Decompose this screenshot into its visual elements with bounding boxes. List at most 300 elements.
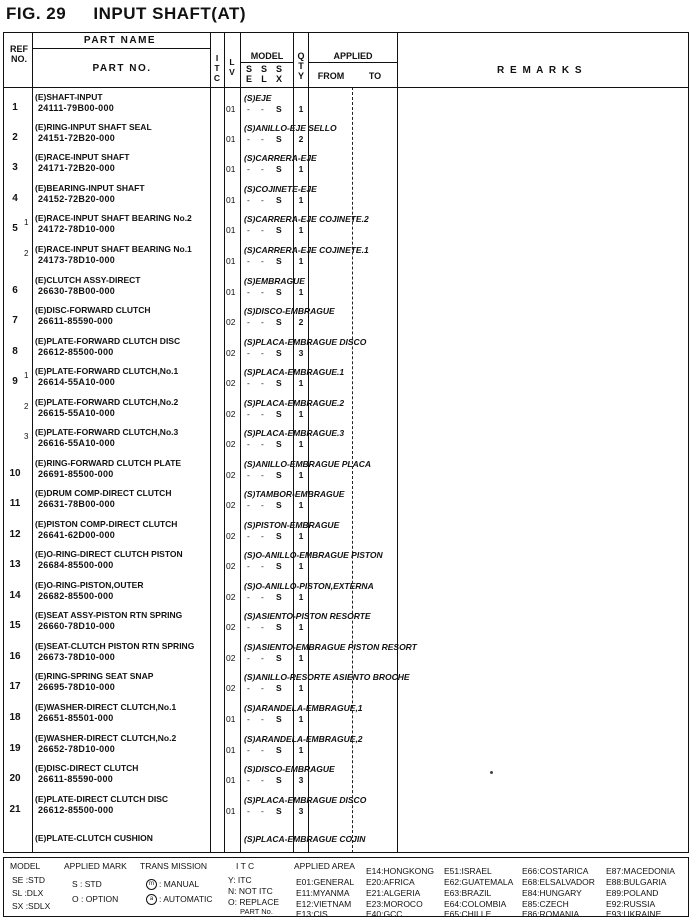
legend-transmission-title: TRANS MISSION xyxy=(140,861,208,871)
spanish-description: (S)ASIENTO-EMBRAGUE PISTON RESORT xyxy=(244,642,417,652)
applied-area-item: E88:BULGARIA xyxy=(606,877,667,887)
model-sl-mark: - xyxy=(261,104,264,114)
part-number: 26612-85500-000 xyxy=(38,347,114,357)
legend-manual-label: : MANUAL xyxy=(159,879,200,889)
figure-name: INPUT SHAFT(AT) xyxy=(93,4,247,23)
sub-index: 1 xyxy=(24,218,29,227)
level-value: 01 xyxy=(226,745,236,755)
part-name: (E)O-RING-PISTON,OUTER xyxy=(35,580,144,590)
spanish-description: (S)EMBRAGUE xyxy=(244,276,305,286)
model-sl-mark: - xyxy=(261,500,264,510)
quantity: 1 xyxy=(298,439,304,449)
model-sx-mark: S xyxy=(276,134,282,144)
legend-itc-o: O: REPLACE xyxy=(228,897,280,907)
sub-index: 2 xyxy=(24,249,29,258)
part-name: (E)RING-INPUT SHAFT SEAL xyxy=(35,122,152,132)
model-sl-mark: - xyxy=(261,287,264,297)
level-value: 02 xyxy=(226,561,236,571)
table-row xyxy=(0,183,692,213)
part-name: (E)PLATE-DIRECT CLUTCH DISC xyxy=(35,794,168,804)
model-sx-mark: S xyxy=(276,806,282,816)
model-se-mark: - xyxy=(247,470,250,480)
applied-area-item: E65:CHILLE xyxy=(444,909,492,919)
level-value: 02 xyxy=(226,470,236,480)
quantity: 1 xyxy=(298,592,304,602)
level-value: 02 xyxy=(226,622,236,632)
model-sl-mark: - xyxy=(261,622,264,632)
model-sx-mark: S xyxy=(276,195,282,205)
table-row xyxy=(0,244,692,274)
model-sl-mark: - xyxy=(261,531,264,541)
model-sl-mark: - xyxy=(261,806,264,816)
ref-number: 12 xyxy=(9,529,21,540)
level-value: 01 xyxy=(226,714,236,724)
itc-i: I xyxy=(215,53,219,63)
quantity: 2 xyxy=(298,317,304,327)
model-sx-mark: S xyxy=(276,714,282,724)
applied-area-item: E92:RUSSIA xyxy=(606,899,656,909)
table-row xyxy=(0,763,692,793)
qty-y: Y xyxy=(297,71,304,81)
spanish-description: (S)ANILLO-EJE SELLO xyxy=(244,123,337,133)
model-se-s: S xyxy=(245,64,252,74)
table-row xyxy=(0,213,692,243)
qty-t: T xyxy=(298,61,304,71)
table-row xyxy=(0,488,692,518)
spanish-description: (S)PLACA-EMBRAGUE.3 xyxy=(244,428,345,438)
spanish-description: (S)ANILLO-RESORTE ASIENTO BROCHE xyxy=(244,672,410,682)
model-se-mark: - xyxy=(247,745,250,755)
model-se-mark: - xyxy=(247,104,250,114)
level-value: 01 xyxy=(226,806,236,816)
table-row xyxy=(0,519,692,549)
part-number: 26641-62D00-000 xyxy=(38,530,116,540)
model-col-sl xyxy=(258,64,270,84)
part-name: (E)RACE-INPUT SHAFT BEARING No.1 xyxy=(35,244,192,254)
remark-mark xyxy=(490,771,493,774)
applied-area-item: E01:GENERAL xyxy=(296,877,355,887)
quantity: 1 xyxy=(298,104,304,114)
model-sx-mark: S xyxy=(276,531,282,541)
model-sl-l: L xyxy=(261,74,267,84)
ref-number: 7 xyxy=(12,315,18,326)
model-se-mark: - xyxy=(247,622,250,632)
part-number: 26695-78D10-000 xyxy=(38,682,116,692)
quantity: 1 xyxy=(298,409,304,419)
spanish-description: (S)DISCO-EMBRAGUE xyxy=(244,306,335,316)
ref-header xyxy=(7,44,31,64)
part-number: 26682-85500-000 xyxy=(38,591,114,601)
applied-area-item: E86:ROMANIA xyxy=(522,909,580,919)
ref-number: 14 xyxy=(9,590,21,601)
part-name: (E)SHAFT-INPUT xyxy=(35,92,103,102)
no-label: NO. xyxy=(10,54,27,64)
level-value: 02 xyxy=(226,500,236,510)
spanish-description: (S)CARRERA-EJE xyxy=(244,153,317,163)
table-row xyxy=(0,152,692,182)
model-sl-mark: - xyxy=(261,439,264,449)
model-sl-mark: - xyxy=(261,195,264,205)
model-sx-mark: S xyxy=(276,500,282,510)
applied-area-item: E51:ISRAEL xyxy=(444,866,492,876)
part-number: 24151-72B20-000 xyxy=(38,133,116,143)
level-value: 01 xyxy=(226,256,236,266)
level-value: 01 xyxy=(226,164,236,174)
table-row xyxy=(0,427,692,457)
part-number: 26652-78D10-000 xyxy=(38,744,116,754)
table-row xyxy=(0,92,692,122)
header-bottom-rule xyxy=(3,87,689,88)
quantity: 3 xyxy=(298,775,304,785)
sub-index: 3 xyxy=(24,432,29,441)
level-value: 02 xyxy=(226,683,236,693)
spanish-description: (S)EJE xyxy=(244,93,272,103)
ref-number: 21 xyxy=(9,804,21,815)
legend-applied-mark-title: APPLIED MARK xyxy=(64,861,127,871)
spanish-description: (S)ASIENTO-PISTON RESORTE xyxy=(244,611,371,621)
applied-area-item: E63:BRAZIL xyxy=(444,888,492,898)
part-no-header: PART NO. xyxy=(92,63,152,74)
table-row xyxy=(0,305,692,335)
legend-applied-area-title: APPLIED AREA xyxy=(294,861,355,871)
applied-area-item: E68:ELSALVADOR xyxy=(522,877,595,887)
spanish-description: (S)ARANDELA-EMBRAGUE,1 xyxy=(244,703,363,713)
model-se-mark: - xyxy=(247,439,250,449)
model-se-mark: - xyxy=(247,531,250,541)
figure-number: FIG. 29 xyxy=(6,4,67,23)
model-sl-mark: - xyxy=(261,714,264,724)
part-number: 26611-85590-000 xyxy=(38,316,114,326)
part-name: (E)DISC-FORWARD CLUTCH xyxy=(35,305,151,315)
model-se-mark: - xyxy=(247,287,250,297)
legend-se: SE :STD xyxy=(12,875,46,885)
model-sx-mark: S xyxy=(276,683,282,693)
automatic-icon: a xyxy=(146,894,157,905)
sub-index: 1 xyxy=(24,371,29,380)
model-se-e: E xyxy=(245,74,252,84)
legend-itc-y: Y: ITC xyxy=(228,875,252,885)
applied-area-item: E62:GUATEMALA xyxy=(444,877,514,887)
part-name: (E)PISTON COMP-DIRECT CLUTCH xyxy=(35,519,178,529)
quantity: 1 xyxy=(298,531,304,541)
model-sl-mark: - xyxy=(261,317,264,327)
ref-number: 18 xyxy=(9,712,21,723)
model-sx-mark: S xyxy=(276,256,282,266)
part-number: 24111-79B00-000 xyxy=(38,103,115,113)
model-col-se xyxy=(243,64,255,84)
model-sx-mark: S xyxy=(276,378,282,388)
quantity: 1 xyxy=(298,683,304,693)
quantity: 1 xyxy=(298,500,304,510)
part-number: 24171-72B20-000 xyxy=(38,163,116,173)
spanish-description: (S)O-ANILLO-EMBRAGUE PISTON xyxy=(244,550,383,560)
spanish-description: (S)PLACA-EMBRAGUE.2 xyxy=(244,398,345,408)
itc-c: C xyxy=(213,73,221,83)
model-se-mark: - xyxy=(247,714,250,724)
model-sx-mark: S xyxy=(276,104,282,114)
table-row xyxy=(0,702,692,732)
part-name: (E)RING-FORWARD CLUTCH PLATE xyxy=(35,458,182,468)
part-name: (E)PLATE-FORWARD CLUTCH,No.2 xyxy=(35,397,179,407)
model-sx-mark: S xyxy=(276,409,282,419)
model-se-mark: - xyxy=(247,775,250,785)
model-se-mark: - xyxy=(247,409,250,419)
spanish-description: (S)PLACA-EMBRAGUE.1 xyxy=(244,367,345,377)
quantity: 3 xyxy=(298,348,304,358)
part-number: 26691-85500-000 xyxy=(38,469,114,479)
table-row xyxy=(0,671,692,701)
itc-t: T xyxy=(214,63,220,73)
ref-number: 4 xyxy=(12,193,18,204)
part-number: 26651-85501-000 xyxy=(38,713,114,723)
part-number: 26673-78D10-000 xyxy=(38,652,116,662)
figure-title xyxy=(6,4,246,24)
level-value: 02 xyxy=(226,439,236,449)
applied-area-item: E21:ALGERIA xyxy=(366,888,421,898)
applied-header: APPLIED xyxy=(333,51,373,61)
applied-area-item: E40:GCC xyxy=(366,909,403,919)
part-name: (E)O-RING-DIRECT CLUTCH PISTON xyxy=(35,549,183,559)
manual-icon: m xyxy=(146,879,157,890)
model-sl-mark: - xyxy=(261,775,264,785)
model-sx-x: X xyxy=(275,74,282,84)
model-sx-mark: S xyxy=(276,592,282,602)
model-se-mark: - xyxy=(247,806,250,816)
from-header: FROM xyxy=(317,71,345,81)
lv-v: V xyxy=(229,67,235,77)
applied-area-item: E11:MYANMA xyxy=(296,888,350,898)
part-number: 26615-55A10-000 xyxy=(38,408,116,418)
part-name: (E)DISC-DIRECT CLUTCH xyxy=(35,763,139,773)
legend-option: O : OPTION xyxy=(72,894,119,904)
model-sl-mark: - xyxy=(261,378,264,388)
table-row xyxy=(0,366,692,396)
table-row xyxy=(0,549,692,579)
applied-area-item: E89:POLAND xyxy=(606,888,659,898)
spanish-description: (S)CARRERA-EJE COJINETE.2 xyxy=(244,214,369,224)
sub-index: 2 xyxy=(24,402,29,411)
ref-number: 3 xyxy=(12,162,18,173)
model-se-mark: - xyxy=(247,164,250,174)
model-sl-mark: - xyxy=(261,348,264,358)
ref-number: 10 xyxy=(9,468,21,479)
part-name: (E)WASHER-DIRECT CLUTCH,No.1 xyxy=(35,702,177,712)
level-value: 02 xyxy=(226,409,236,419)
quantity: 1 xyxy=(298,470,304,480)
spanish-description: (S)PLACA-EMBRAGUE DISCO xyxy=(244,337,367,347)
quantity: 1 xyxy=(298,622,304,632)
model-se-mark: - xyxy=(247,592,250,602)
ref-number: 17 xyxy=(9,681,21,692)
model-sl-mark: - xyxy=(261,134,264,144)
model-sl-mark: - xyxy=(261,592,264,602)
applied-area-item: E85:CZECH xyxy=(522,899,569,909)
model-se-mark: - xyxy=(247,683,250,693)
table-row xyxy=(0,641,692,671)
ref-number: 5 xyxy=(12,223,18,234)
level-value: 02 xyxy=(226,531,236,541)
quantity: 1 xyxy=(298,561,304,571)
model-sx-s: S xyxy=(275,64,282,74)
level-value: 01 xyxy=(226,287,236,297)
part-name: (E)RACE-INPUT SHAFT xyxy=(35,152,130,162)
table-row xyxy=(0,825,692,855)
model-sl-mark: - xyxy=(261,256,264,266)
model-sx-mark: S xyxy=(276,561,282,571)
part-number: 26612-85500-000 xyxy=(38,805,114,815)
legend-box xyxy=(3,857,689,917)
part-name: (E)SEAT ASSY-PISTON RTN SPRING xyxy=(35,610,183,620)
part-name: (E)BEARING-INPUT SHAFT xyxy=(35,183,145,193)
lv-header xyxy=(226,57,238,77)
qty-header xyxy=(295,51,307,81)
level-value: 01 xyxy=(226,104,236,114)
legend-std: S : STD xyxy=(72,879,102,889)
part-number: 26616-55A10-000 xyxy=(38,438,116,448)
model-se-mark: - xyxy=(247,317,250,327)
table-row xyxy=(0,610,692,640)
legend-sx: SX :SDLX xyxy=(12,901,51,911)
ref-number: 11 xyxy=(9,498,21,509)
level-value: 02 xyxy=(226,653,236,663)
quantity: 3 xyxy=(298,806,304,816)
model-sx-mark: S xyxy=(276,348,282,358)
model-se-mark: - xyxy=(247,225,250,235)
model-sl-mark: - xyxy=(261,225,264,235)
model-se-mark: - xyxy=(247,378,250,388)
applied-area-item: E23:MOROCO xyxy=(366,899,423,909)
ref-number: 2 xyxy=(12,132,18,143)
ref-number: 16 xyxy=(9,651,21,662)
legend-itc-title: I T C xyxy=(236,861,255,871)
applied-area-item: E93:UKRAINE xyxy=(606,909,662,919)
ref-number: 20 xyxy=(9,773,21,784)
model-sx-mark: S xyxy=(276,653,282,663)
table-row xyxy=(0,794,692,824)
quantity: 1 xyxy=(298,653,304,663)
legend-sl: SL :DLX xyxy=(12,888,44,898)
spanish-description: (S)ANILLO-EMBRAGUE PLACA xyxy=(244,459,372,469)
model-sx-mark: S xyxy=(276,164,282,174)
lv-l: L xyxy=(229,57,235,67)
spanish-description: (S)TAMBOR-EMBRAGUE xyxy=(244,489,345,499)
ref-number: 15 xyxy=(9,620,21,631)
part-name: (E)RACE-INPUT SHAFT BEARING No.2 xyxy=(35,213,192,223)
part-number: 24172-78D10-000 xyxy=(38,224,116,234)
quantity: 1 xyxy=(298,164,304,174)
model-sx-mark: S xyxy=(276,439,282,449)
model-sx-mark: S xyxy=(276,317,282,327)
spanish-description: (S)CARRERA-EJE COJINETE.1 xyxy=(244,245,369,255)
model-se-mark: - xyxy=(247,195,250,205)
model-sx-mark: S xyxy=(276,622,282,632)
spanish-description: (S)PLACA-EMBRAGUE COJIN xyxy=(244,834,366,844)
header-rule xyxy=(32,48,210,49)
model-sl-mark: - xyxy=(261,745,264,755)
quantity: 1 xyxy=(298,714,304,724)
part-number: 26630-78B00-000 xyxy=(38,286,116,296)
model-col-sx xyxy=(273,64,285,84)
model-se-mark: - xyxy=(247,653,250,663)
model-se-mark: - xyxy=(247,500,250,510)
table-row xyxy=(0,458,692,488)
part-number: 26611-85590-000 xyxy=(38,774,114,784)
level-value: 01 xyxy=(226,775,236,785)
model-sx-mark: S xyxy=(276,745,282,755)
spanish-description: (S)PLACA-EMBRAGUE DISCO xyxy=(244,795,367,805)
spanish-description: (S)COJINETE-EJE xyxy=(244,184,317,194)
part-number: 26684-85500-000 xyxy=(38,560,114,570)
model-se-mark: - xyxy=(247,348,250,358)
model-header: MODEL xyxy=(250,51,284,61)
quantity: 1 xyxy=(298,195,304,205)
part-name: (E)DRUM COMP-DIRECT CLUTCH xyxy=(35,488,172,498)
part-number: 26614-55A10-000 xyxy=(38,377,116,387)
part-number: 24173-78D10-000 xyxy=(38,255,116,265)
to-header: TO xyxy=(368,71,382,81)
part-name: (E)PLATE-CLUTCH CUSHION xyxy=(35,833,153,843)
part-name: (E)SEAT-CLUTCH PISTON RTN SPRING xyxy=(35,641,195,651)
level-value: 01 xyxy=(226,195,236,205)
model-sl-mark: - xyxy=(261,653,264,663)
level-value: 01 xyxy=(226,134,236,144)
applied-area-item: E64:COLOMBIA xyxy=(444,899,507,909)
level-value: 01 xyxy=(226,225,236,235)
qty-q: Q xyxy=(297,51,305,61)
spanish-description: (S)DISCO-EMBRAGUE xyxy=(244,764,335,774)
spanish-description: (S)ARANDELA-EMBRAGUE,2 xyxy=(244,734,363,744)
legend-automatic xyxy=(146,894,213,905)
model-sl-s: S xyxy=(260,64,267,74)
quantity: 1 xyxy=(298,225,304,235)
ref-number: 1 xyxy=(12,102,18,113)
level-value: 02 xyxy=(226,317,236,327)
applied-area-item: E84:HUNGARY xyxy=(522,888,582,898)
table-row xyxy=(0,275,692,305)
applied-area-item: E87:MACEDONIA xyxy=(606,866,675,876)
legend-model-title: MODEL xyxy=(10,861,41,871)
table-row xyxy=(0,580,692,610)
table-row xyxy=(0,397,692,427)
model-sl-mark: - xyxy=(261,409,264,419)
legend-manual xyxy=(146,879,199,890)
spanish-description: (S)O-ANILLO-PISTON,EXTERNA xyxy=(244,581,374,591)
ref-label: REF xyxy=(10,44,28,54)
part-name-header: PART NAME xyxy=(83,35,157,46)
legend-itc-n: N: NOT ITC xyxy=(228,886,273,896)
model-sl-mark: - xyxy=(261,470,264,480)
spanish-description: (S)PISTON-EMBRAGUE xyxy=(244,520,340,530)
quantity: 1 xyxy=(298,378,304,388)
model-se-mark: - xyxy=(247,256,250,266)
ref-number: 8 xyxy=(12,346,18,357)
header-rule xyxy=(308,62,397,63)
part-number: 26660-78D10-000 xyxy=(38,621,116,631)
applied-area-item: E14:HONGKONG xyxy=(366,866,435,876)
table-row xyxy=(0,733,692,763)
model-se-mark: - xyxy=(247,134,250,144)
level-value: 02 xyxy=(226,592,236,602)
ref-number: 6 xyxy=(12,285,18,296)
model-sx-mark: S xyxy=(276,287,282,297)
level-value: 02 xyxy=(226,348,236,358)
model-sl-mark: - xyxy=(261,561,264,571)
part-name: (E)PLATE-FORWARD CLUTCH DISC xyxy=(35,336,181,346)
model-sx-mark: S xyxy=(276,775,282,785)
part-number: 24152-72B20-000 xyxy=(38,194,116,204)
ref-number: 9 xyxy=(12,376,18,387)
quantity: 1 xyxy=(298,287,304,297)
